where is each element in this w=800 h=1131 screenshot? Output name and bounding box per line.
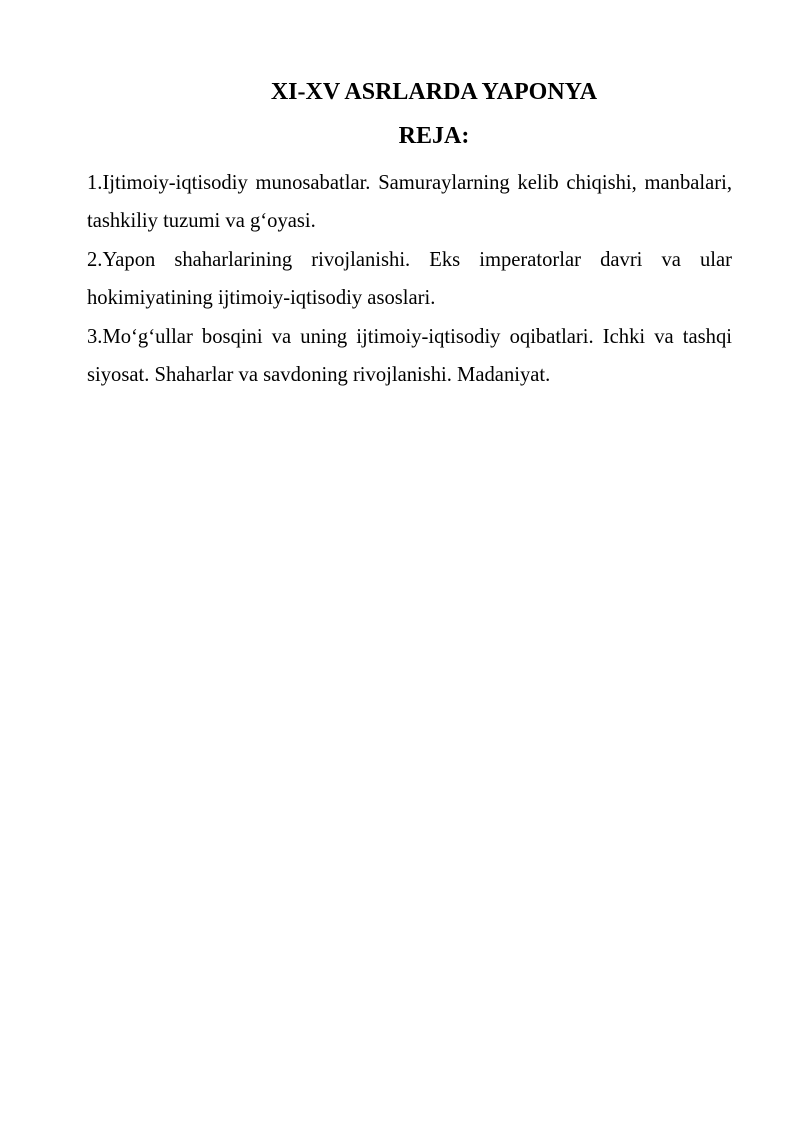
plan-item-1: 1.Ijtimoiy-iqtisodiy munosabatlar. Samuraylarning kelib chiqishi, manbalari, tashkiliy tuzumi va g‘oyasi. bbox=[87, 172, 732, 233]
page-title: XI-XV ASRLARDA YAPONYA bbox=[270, 79, 598, 105]
plan-item-3: 3.Mo‘g‘ullar bosqini va uning ijtimoiy-iqtisodiy oqibatlari. Ichki va tashqi siyosat. Shaharlar va savdoning rivojlanishi. Madaniyat. bbox=[87, 325, 732, 387]
plan-item-2: 2.Yapon shaharlarining rivojlanishi. Eks imperatorlar davri va ular hokimiyatining ijtimoiy-iqtisodiy asoslari. bbox=[87, 248, 732, 310]
plan-heading: REJA: bbox=[398, 123, 470, 149]
plan-list bbox=[87, 164, 732, 394]
